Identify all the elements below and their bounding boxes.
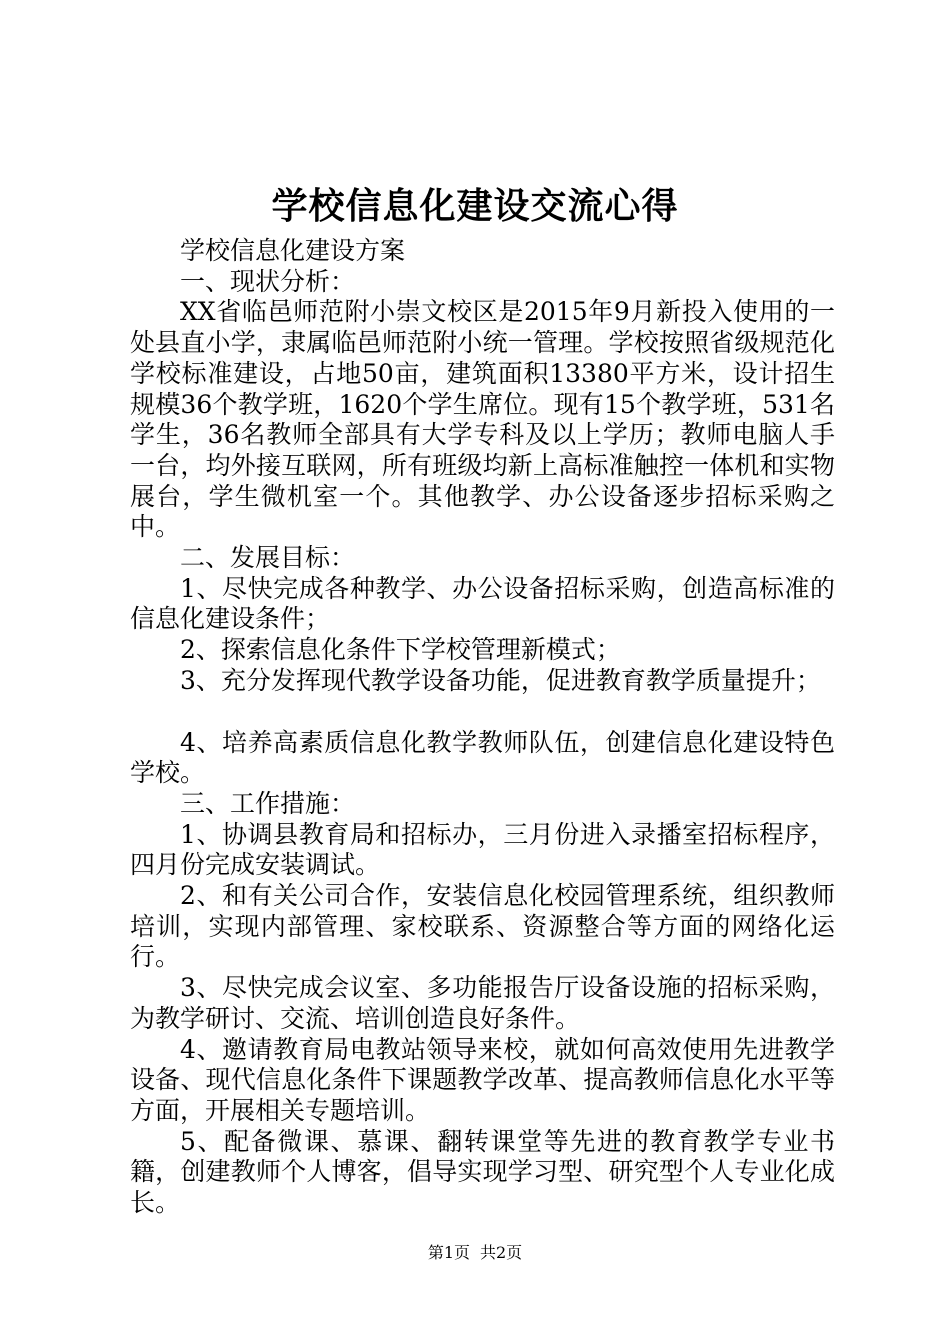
body-paragraph: 1、尽快完成各种教学、办公设备招标采购，创造高标准的信息化建设条件； [130, 573, 835, 634]
page-count: 共2页 [480, 1243, 523, 1262]
body-paragraph: 4、邀请教育局电教站领导来校，就如何高效使用先进教学设备、现代信息化条件下课题教学改革、提高教师信息化水平等方面，开展相关专题培训。 [130, 1034, 835, 1125]
section-heading: 一、现状分析： [180, 266, 356, 296]
body-paragraph: 学校信息化建设方案 [180, 236, 406, 265]
section-heading: 三、工作措施： [180, 788, 356, 818]
body-paragraph: 2、探索信息化条件下学校管理新模式； [180, 635, 621, 665]
body-paragraph: 5、配备微课、慕课、翻转课堂等先进的教育教学专业书籍，创建教师个人博客，倡导实现学习型、研究型个人专业化成长。 [130, 1126, 835, 1218]
body-paragraph: 1、协调县教育局和招标办，三月份进入录播室招标程序，四月份完成安装调试。 [130, 819, 835, 880]
body-paragraph: 4、培养高素质信息化教学教师队伍，创建信息化建设特色学校。 [130, 727, 835, 788]
document-title: 学校信息化建设交流心得 [271, 185, 679, 227]
body-paragraph: 3、充分发挥现代教学设备功能，促进教育教学质量提升； [180, 665, 821, 695]
body-paragraph: 3、尽快完成会议室、多功能报告厅设备设施的招标采购，为教学研讨、交流、培训创造良好条件。 [130, 973, 835, 1033]
page-number: 第1页 [427, 1243, 470, 1262]
document-body [130, 236, 835, 1219]
section-heading: 二、发展目标： [180, 543, 356, 573]
page-footer [0, 1242, 950, 1264]
body-paragraph: XX省临邑师范附小崇文校区是2015年9月新投入使用的一处县直小学，隶属临邑师范附小统一管理。学校按照省级规范化学校标准建设，占地50亩，建筑面积13380平方米，设计招生规模36个教学班，1620个学生席位。现有15个教学班，531名学生，36名教师全部具有大学专科及以上学历；教师电脑人手一台，均外接互联网，所有班级均新上高标准触控一体机和实物展台，学生微机室一个。其他教学、办公设备逐步招标采购之中。 [130, 297, 835, 542]
body-paragraph: 2、和有关公司合作，安装信息化校园管理系统，组织教师培训，实现内部管理、家校联系、资源整合等方面的网络化运行。 [130, 881, 835, 972]
